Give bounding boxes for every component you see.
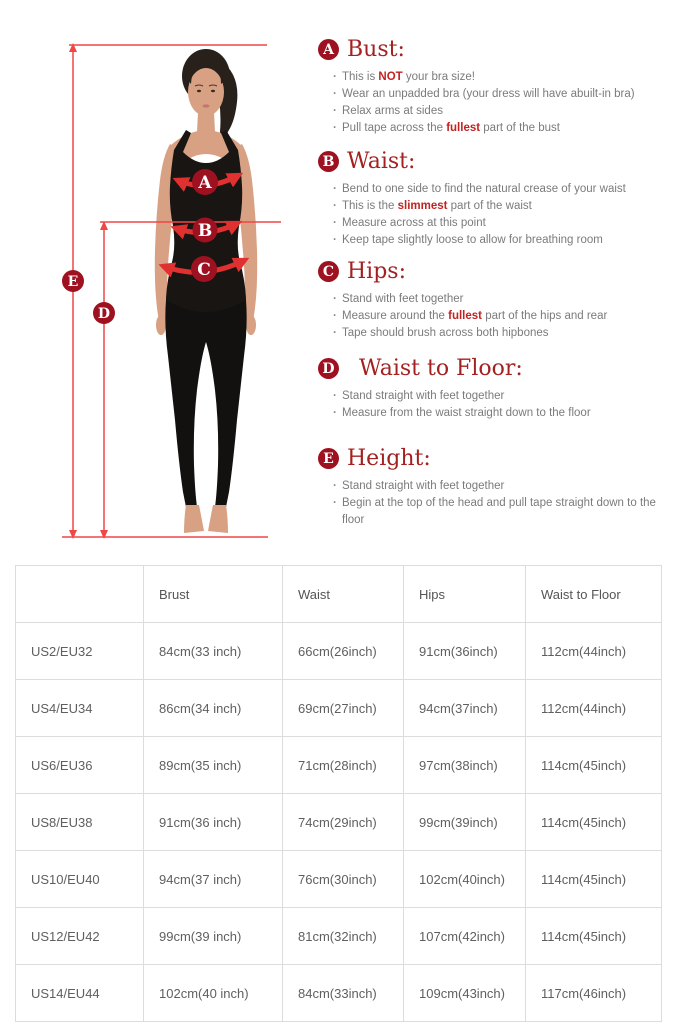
svg-text:E: E [67,274,79,290]
table-row [16,908,662,965]
size-cell: US14/EU44 [16,965,144,1022]
bullet-list-bust [318,69,670,137]
section-heading [318,149,670,174]
bullet: · Begin at the top of the head and pull tape straight down to the floor [342,495,670,529]
table-header-row [16,566,662,623]
waist-to-floor-cell: 112cm(44inch) [526,623,662,680]
size-cell: US6/EU36 [16,737,144,794]
bullet: · Tape should brush across both hipbones [342,325,670,342]
waist-cell: 84cm(33inch) [283,965,404,1022]
column-header-hips: Hips [404,566,526,623]
waist-cell: 81cm(32inch) [283,908,404,965]
bullet: · Keep tape slightly loose to allow for breathing room [342,232,670,249]
section-heading [318,259,670,284]
size-cell: US10/EU40 [16,851,144,908]
size-cell: US12/EU42 [16,908,144,965]
bullet: · Stand with feet together [342,291,670,308]
waist-cell: 66cm(26inch) [283,623,404,680]
bullet: · Wear an unpadded bra (your dress will have abuilt-in bra) [342,86,670,103]
marker-height [62,270,84,292]
column-header-bust: Brust [144,566,283,623]
hips-cell: 107cm(42inch) [404,908,526,965]
badge-d: D [318,358,339,379]
size-chart-table [15,565,662,1022]
table-row [16,794,662,851]
bust-cell: 86cm(34 inch) [144,680,283,737]
bullet: · Stand straight with feet together [342,388,670,405]
hips-cell: 94cm(37inch) [404,680,526,737]
bullet: · Pull tape across the fullest part of the bust [342,120,670,137]
badge-b: B [318,151,339,172]
section-height [318,446,670,529]
svg-text:B: B [197,221,213,241]
section-hips [318,259,670,342]
section-heading [318,446,670,471]
section-title-height: Height: [347,446,431,471]
column-header-waist-to-floor: Waist to Floor [526,566,662,623]
waist-cell: 71cm(28inch) [283,737,404,794]
size-cell: US2/EU32 [16,623,144,680]
waist-cell: 69cm(27inch) [283,680,404,737]
marker-hips [191,256,217,282]
hips-cell: 91cm(36inch) [404,623,526,680]
section-title-waist: Waist: [347,149,416,174]
bullet: · Measure around the fullest part of the hips and rear [342,308,670,325]
table-row [16,737,662,794]
bullet: · Measure from the waist straight down to the floor [342,405,670,422]
bust-cell: 99cm(39 inch) [144,908,283,965]
section-waist-to-floor [318,356,670,422]
table-row [16,680,662,737]
bullet-list-waist [318,181,670,249]
bust-cell: 91cm(36 inch) [144,794,283,851]
bullet: · Stand straight with feet together [342,478,670,495]
model-figure [155,49,257,533]
column-header-waist: Waist [283,566,404,623]
hips-cell: 109cm(43inch) [404,965,526,1022]
table-row [16,965,662,1022]
bullet: · Bend to one side to find the natural crease of your waist [342,181,670,198]
waist-to-floor-cell: 114cm(45inch) [526,851,662,908]
bullet-list-height [318,478,670,529]
waist-cell: 74cm(29inch) [283,794,404,851]
hips-cell: 102cm(40inch) [404,851,526,908]
bullet-list-waist-to-floor [318,388,670,422]
waist-to-floor-cell: 114cm(45inch) [526,794,662,851]
section-waist [318,149,670,249]
bust-cell: 102cm(40 inch) [144,965,283,1022]
waist-to-floor-cell: 114cm(45inch) [526,908,662,965]
bullet: · Relax arms at sides [342,103,670,120]
column-header-size [16,566,144,623]
badge-e: E [318,448,339,469]
bullet: · Measure across at this point [342,215,670,232]
bust-cell: 94cm(37 inch) [144,851,283,908]
section-heading [318,37,670,62]
table-row [16,623,662,680]
svg-text:D: D [97,306,111,322]
size-cell: US4/EU34 [16,680,144,737]
marker-waist-to-floor [93,302,115,324]
size-cell: US8/EU38 [16,794,144,851]
marker-bust [192,169,218,195]
hips-cell: 97cm(38inch) [404,737,526,794]
svg-text:A: A [198,173,212,193]
section-bust [318,37,670,137]
bullet: · This is NOT your bra size! [342,69,670,86]
badge-a: A [318,39,339,60]
section-heading [318,356,670,381]
svg-text:C: C [197,260,211,280]
hips-cell: 99cm(39inch) [404,794,526,851]
table-row [16,851,662,908]
bust-cell: 89cm(35 inch) [144,737,283,794]
bust-cell: 84cm(33 inch) [144,623,283,680]
badge-c: C [318,261,339,282]
waist-to-floor-cell: 112cm(44inch) [526,680,662,737]
bullet: · This is the slimmest part of the waist [342,198,670,215]
waist-cell: 76cm(30inch) [283,851,404,908]
bullet-list-hips [318,291,670,342]
waist-to-floor-cell: 114cm(45inch) [526,737,662,794]
section-title-waist-to-floor: Waist to Floor: [359,356,523,381]
section-title-hips: Hips: [347,259,407,284]
waist-to-floor-cell: 117cm(46inch) [526,965,662,1022]
section-title-bust: Bust: [347,37,405,62]
marker-waist [193,218,218,243]
